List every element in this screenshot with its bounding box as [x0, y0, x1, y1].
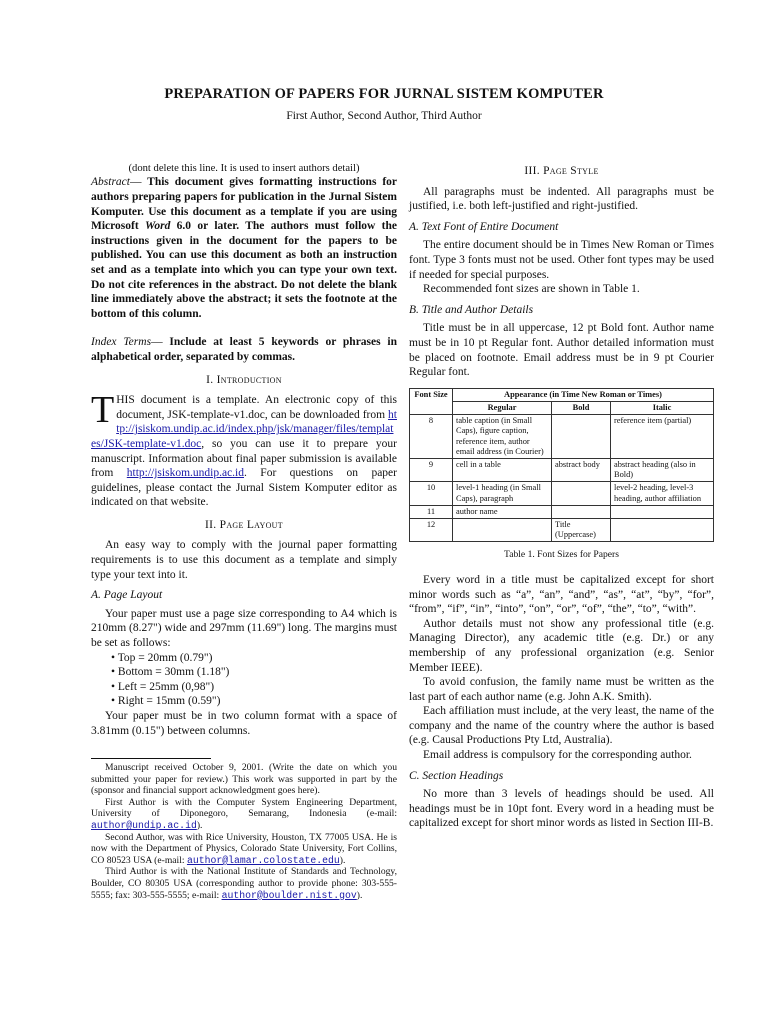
intro-paragraph: [91, 389, 397, 510]
email-paragraph: Email address is compulsory for the corresponding author.: [423, 749, 692, 762]
table-caption: Table 1. Font Sizes for Papers: [504, 549, 619, 561]
abstract-label: Abstract: [91, 176, 130, 189]
table-row: 9 cell in a table abstract body abstract heading (also in Bold): [410, 458, 714, 481]
second-author-email[interactable]: author@lamar.colostate.edu: [186, 854, 340, 866]
two-column-paragraph: Your paper must be in two column format with a space of 3.81mm (0.15") between columns.: [91, 710, 397, 737]
family-name-paragraph: To avoid confusion, the family name must be written as the last part of each author name (e.g. John A.K. Smith).: [409, 676, 714, 703]
footnote-rule: [91, 758, 211, 759]
table-header-appearance: Appearance (in Time New Roman or Times): [453, 388, 714, 401]
margin-item-top: • Top = 20mm (0.79"): [111, 651, 213, 664]
author-detail-placeholder: (dont delete this line. It is used to insert authors detail): [128, 163, 360, 174]
abstract-word: Word: [145, 220, 171, 233]
margin-list: [91, 651, 397, 709]
abstract-text-1: This document gives formatting instructions for authors preparing papers for publication in the Jurnal Sistem Komputer. Use this document as a template if you are using Microsoft: [91, 176, 397, 233]
section-page-layout-heading: II. Page Layout: [205, 518, 283, 531]
layout-paragraph: An easy way to comply with the journal paper formatting requirements is to use this document as a template and simply type your text into it.: [91, 539, 397, 581]
headings-paragraph: No more than 3 levels of headings should be used. All headings must be in 10pt font. Every word in a heading must be capitalized except for short minor words as listed in Section III-B.: [409, 788, 714, 830]
footnote-first-author: First Author is with the Computer System Engineering Department, University of Diponegoro, Semarang, Indonesia (e-mail: author@undip.ac.id).: [91, 796, 397, 831]
title-author-paragraph: Title must be in all uppercase, 12 pt Bold font. Author name must be in 10 pt Regular font. Author detailed information must be placed on footnote. Email address must be in 9 pt Courier Regular font.: [409, 322, 714, 379]
right-column: [409, 162, 714, 831]
index-dash: —: [151, 336, 163, 349]
third-author-email[interactable]: author@boulder.nist.gov: [221, 889, 357, 901]
subsection-text-font-heading: A. Text Font of Entire Document: [409, 220, 559, 233]
section-page-style-heading: III. Page Style: [524, 165, 599, 177]
drop-cap: T: [91, 389, 115, 432]
author-details-paragraph: Author details must not show any professional title (e.g. Managing Director), any academic title (e.g. Dr.) or any membership of any professional organization (e.g. Senior Member IEEE).: [409, 617, 714, 674]
first-author-email[interactable]: author@undip.ac.id: [91, 819, 197, 831]
table-header-bold: Bold: [552, 401, 611, 414]
index-label: Index Terms: [91, 336, 152, 349]
table-row: 11 author name: [410, 505, 714, 518]
abstract-dash: —: [129, 176, 142, 189]
margin-item-bottom: • Bottom = 30mm (1.18"): [111, 666, 230, 679]
left-column: [91, 162, 397, 738]
table-header-row: [410, 388, 714, 401]
section-introduction-heading: I. Introduction: [206, 373, 282, 386]
page-style-paragraph: All paragraphs must be indented. All paragraphs must be justified, i.e. both left-justified and right-justified.: [409, 185, 714, 213]
table-row: 10 level-1 heading (in Small Caps), paragraph level-2 heading, level-3 heading, author affiliation: [410, 482, 714, 505]
footnote-manuscript: Manuscript received October 9, 2001. (Write the date on which you submitted your paper for review.) This work was supported in part by the (sponsor and financial support acknowledgment goes here).: [91, 762, 397, 797]
table-row: 12 Title (Uppercase): [410, 518, 714, 541]
jsiskom-link[interactable]: http://jsiskom.undip.ac.id: [126, 467, 245, 480]
table-header-font-size: Font Size: [410, 388, 453, 414]
author-line: First Author, Second Author, Third Author: [286, 110, 482, 122]
font-paragraph-2: Recommended font sizes are shown in Table 1.: [423, 283, 640, 296]
table-subheader-row: [410, 401, 714, 414]
affiliation-paragraph: Each affiliation must include, at the very least, the name of the company and the name of the country where the author is based (e.g. Causal Productions Pty Ltd, Australia).: [409, 705, 714, 747]
subsection-section-headings-heading: C. Section Headings: [409, 769, 504, 782]
template-download-link[interactable]: http://jsiskom.undip.ac.id/index.php/jsk/manager/files/templates/JSK-template-v1.doc: [91, 408, 397, 450]
font-size-table: [409, 388, 714, 543]
intro-text-1: HIS document is a template. An electronic copy of this document, JSK-template-v1.doc, can be downloaded from: [116, 394, 397, 421]
intro-text-3: . For questions on paper guidelines, please contact the Jurnal Sistem Komputer editor as indicated on that website.: [91, 467, 397, 509]
index-text: Include at least 5 keywords or phrases in alphabetical order, separated by commas.: [91, 336, 398, 363]
margin-item-left: • Left = 25mm (0,98"): [111, 680, 215, 693]
abstract-text-2: 6.0 or later. The authors must follow the instructions given in the document for the papers to be published. You can use this document as both an instruction set and as a template into which you can type your own text. Do not cite references in the abstract. Do not delete the blank line immediately above the abstract; it sets the footnote at the bottom of this column.: [91, 220, 397, 320]
table-header-italic: Italic: [611, 401, 714, 414]
capitalization-paragraph: Every word in a title must be capitalized except for short minor words such as “a”, “an”, “and”, “as”, “at”, “by”, “for”, “from”, “if”, “in”, “into”, “on”, “or”, “of”, “the”, “to”, “with”.: [409, 573, 714, 616]
intro-text-2: , so you can use it to prepare your manuscript. Information about final paper submission is available from: [91, 437, 397, 480]
paper-title: PREPARATION OF PAPERS FOR JURNAL SISTEM KOMPUTER: [164, 86, 604, 102]
index-terms: [91, 335, 397, 364]
margin-item-right: • Right = 15mm (0.59"): [111, 695, 221, 708]
table-row: 8 table caption (in Small Caps), figure caption, reference item, author email address (in Courier) reference item (partial): [410, 415, 714, 459]
font-paragraph-1: The entire document should be in Times New Roman or Times font. Type 3 fonts must not be used. Other font types may be used if needed for special purposes.: [409, 239, 714, 281]
footnote-second-author: Second Author, was with Rice University, Houston, TX 77005 USA. He is now with the Department of Physics, Colorado State University, Fort Collins, CO 80523 USA (e-mail: author@lamar.colostate.edu).: [91, 831, 397, 866]
table-header-regular: Regular: [453, 401, 552, 414]
footnote-third-author: Third Author is with the National Institute of Standards and Technology, Boulder, CO 80305 USA (corresponding author to provide phone: 303-555-5555; fax: 303-555-5555; e-mail: author@boulder.nist.gov).: [91, 866, 397, 901]
page-size-paragraph: Your paper must use a page size corresponding to A4 which is 210mm (8.27") wide and 297mm (11.69") long. The margins must be set as follows:: [91, 607, 397, 650]
subsection-title-author-heading: B. Title and Author Details: [409, 303, 534, 316]
abstract: [91, 175, 397, 321]
subsection-page-layout-heading: A. Page Layout: [91, 589, 163, 602]
footnote-block: [91, 758, 397, 901]
